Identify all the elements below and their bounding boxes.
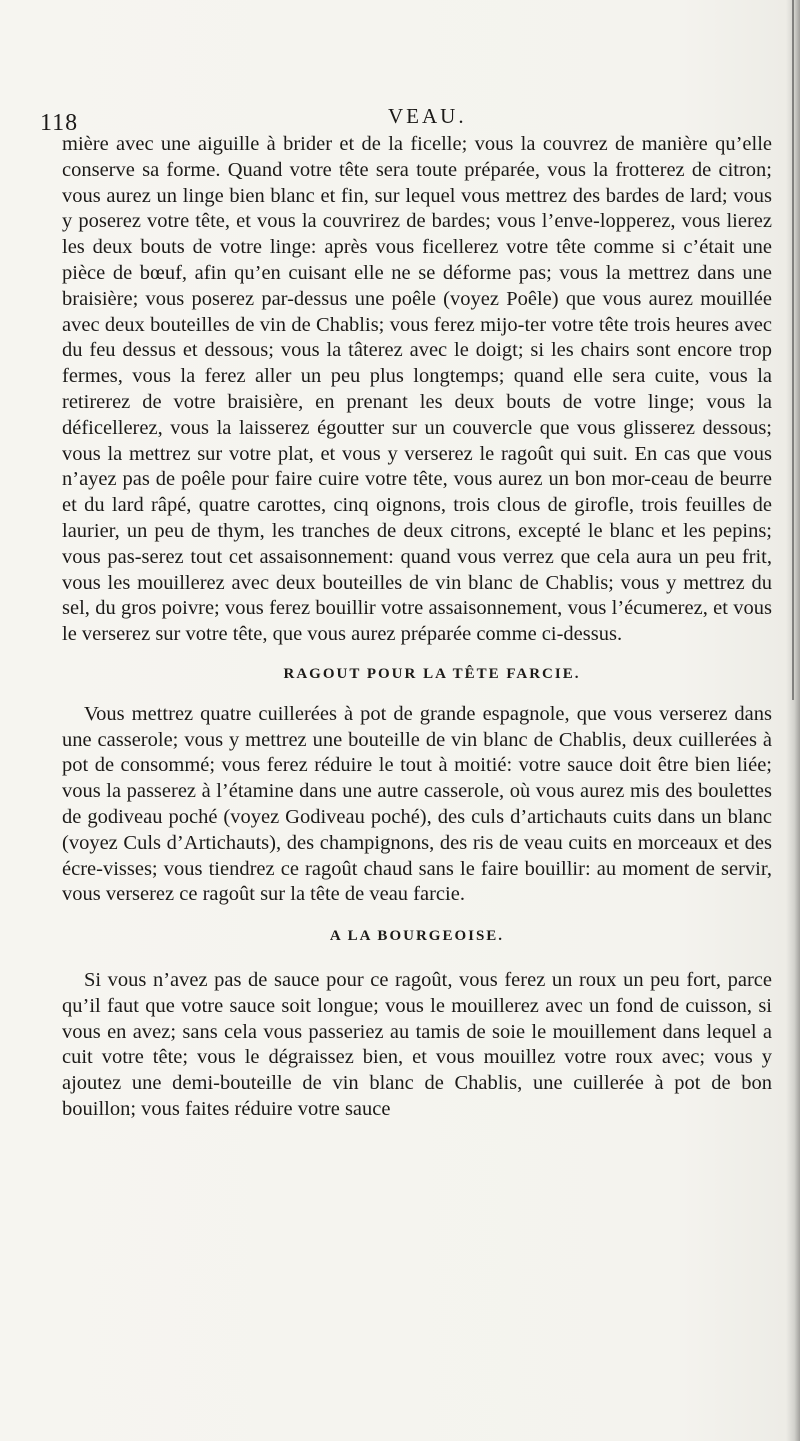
section-title-bourgeoise: A LA BOURGEOISE. xyxy=(329,928,505,945)
page-edge-line xyxy=(792,0,794,700)
page-number: 118 xyxy=(40,110,79,136)
section-title-ragout: RAGOUT POUR LA TÊTE FARCIE. xyxy=(283,665,581,682)
paragraph-1: mière avec une aiguille à brider et de la ficelle; vous la couvrez de manière qu’elle conserve sa forme. Quand votre tête sera toute préparée, vous la frotterez de citron; vous aurez un linge bien blanc et fin, sur lequel vous mettrez des bardes de lard; vous y poserez votre tête, et vous la couvrirez de bardes; vous l’enve-lopperez, vous lierez les deux bouts de votre linge: après vous ficellerez votre tête comme si c’était une pièce de bœuf, afin qu’en cuisant elle ne se déforme pas; vous la mettrez dans une braisière; vous poserez par-dessus une poêle (voyez Poêle) que vous aurez mouillée avec deux bouteilles de vin de Chablis; vous ferez mijo-ter votre tête trois heures avec du feu dessus et dessous; vous la tâterez avec le doigt; si les chairs sont encore trop fermes, vous la ferez aller un peu plus longtemps; quand elle sera cuite, vous la retirerez de votre braisière, en prenant les deux bouts de votre linge; vous la déficellerez, vous la laisserez égoutter sur un couvercle que vous glisserez dessous; vous la mettrez sur votre plat, et vous y verserez le ragoût qui suit. En cas que vous n’ayez pas de poêle pour faire cuire votre tête, vous aurez un bon mor-ceau de beurre et du lard râpé, quatre carottes, cinq oignons, trois clous de girofle, trois feuilles de laurier, un peu de thym, les tranches de deux citrons, excepté le blanc et les pepins; vous pas-serez tout cet assaisonnement: quand vous verrez que cela aura un peu frit, vous les mouillerez avec deux bouteilles de vin blanc de Chablis; vous y mettrez du sel, du gros poivre; vous ferez bouillir votre assaisonnement, vous l’écumerez, et vous le verserez sur votre tête, que vous aurez préparée comme ci-dessus. xyxy=(62,133,772,646)
paragraph-3: Si vous n’avez pas de sauce pour ce ragoût, vous ferez un roux un peu fort, parce qu’il faut que votre sauce soit longue; vous le mouillerez avec un fond de cuisson, si vous en avez; sans cela vous passeriez au tamis de soie le mouillement dans lequel a cuit votre tête; vous le dégraissez bien, et vous mouillez votre roux avec; vous y ajoutez une demi-bouteille de vin blanc de Chablis, une cuillerée à pot de bon bouillon; vous faites réduire votre sauce xyxy=(62,968,772,1120)
paragraph-2: Vous mettrez quatre cuillerées à pot de grande espagnole, que vous verserez dans une casserole; vous y mettrez une bouteille de vin blanc de Chablis, deux cuillerées à pot de consommé; vous ferez réduire le tout à moitié: votre sauce doit être bien liée; vous la passerez à l’étamine dans une autre casserole, où vous aurez mis des boulettes de godiveau poché (voyez Godiveau poché), des culs d’artichauts cuits dans un blanc (voyez Culs d’Artichauts), des champignons, des ris de veau cuits en morceaux et des écre-visses; vous tiendrez ce ragoût chaud sans le faire bouillir: au moment de servir, vous verserez ce ragoût sur la tête de veau farcie. xyxy=(62,702,772,906)
page-body xyxy=(62,132,772,1123)
running-head: VEAU. xyxy=(388,104,467,128)
